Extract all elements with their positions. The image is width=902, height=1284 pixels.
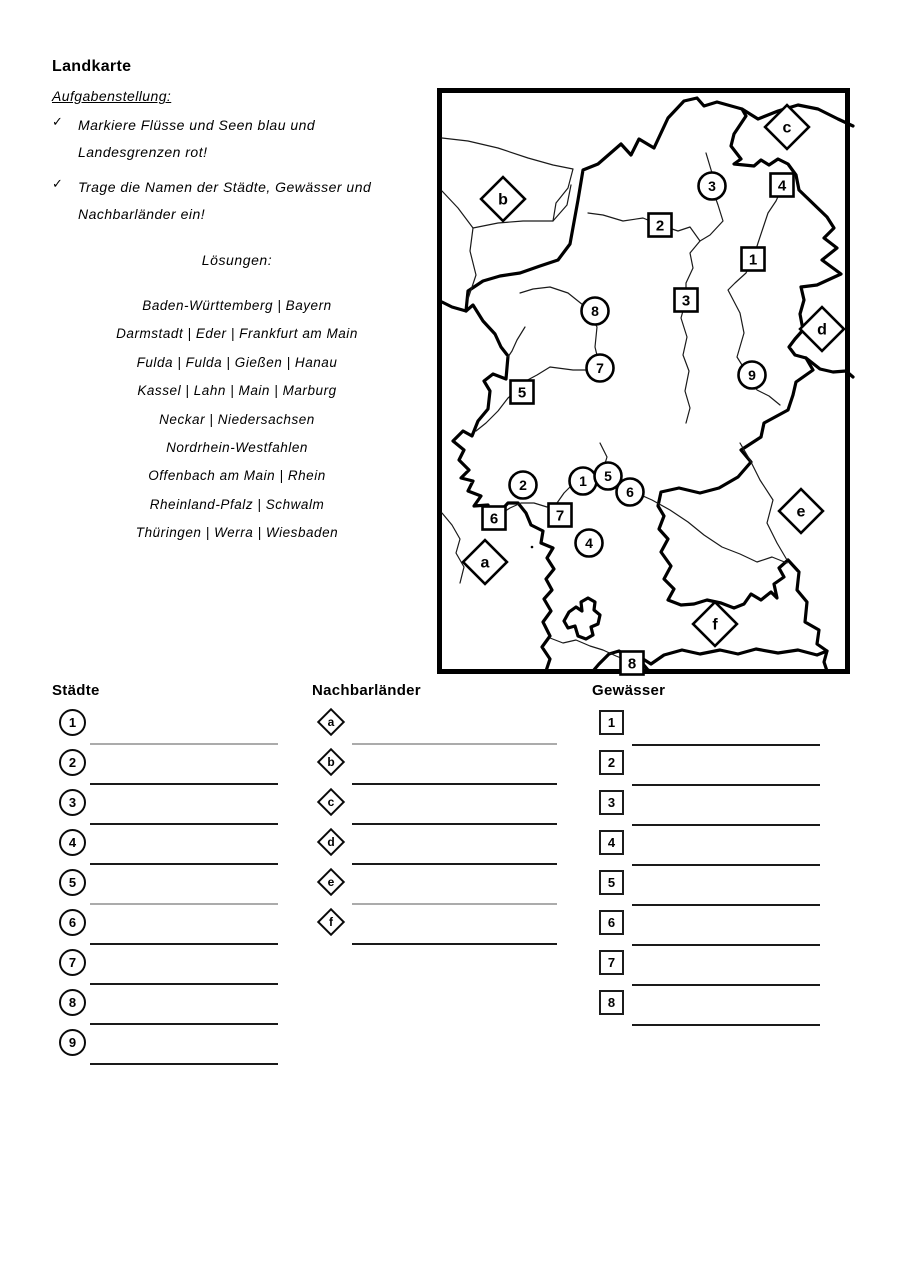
- svg-text:5: 5: [604, 467, 612, 484]
- map-neighbor-marker-d: [800, 307, 844, 351]
- answer-line-city-6[interactable]: [90, 943, 278, 945]
- map-city-marker-2: [510, 472, 537, 499]
- svg-text:6: 6: [626, 483, 634, 500]
- tasks-heading: Aufgabenstellung:: [52, 88, 172, 104]
- neighbor-marker-c: c: [317, 788, 345, 816]
- answer-line-city-9[interactable]: [90, 1063, 278, 1065]
- answer-line-city-1[interactable]: [90, 743, 278, 745]
- city-marker-4: 4: [59, 829, 86, 856]
- water-marker-2: 2: [599, 750, 624, 775]
- solution-line: Rheinland-Pfalz | Schwalm: [149, 496, 325, 512]
- svg-text:1: 1: [748, 251, 758, 269]
- map-city-marker-8: [582, 298, 609, 325]
- task-item: [52, 112, 412, 166]
- city-marker-5: 5: [59, 869, 86, 896]
- map-city-markers: [510, 173, 766, 557]
- svg-text:b: b: [498, 191, 508, 209]
- map-water-marker-6: [483, 507, 506, 530]
- answer-line-water-2[interactable]: [632, 784, 820, 786]
- city-marker-1: 1: [59, 709, 86, 736]
- solution-line: Nordrhein-Westfahlen: [166, 440, 308, 456]
- neighbor-marker-f: f: [317, 908, 345, 936]
- task-item: [52, 174, 412, 228]
- solution-line: Offenbach am Main | Rhein: [148, 468, 326, 484]
- river-lines: [442, 138, 787, 660]
- svg-text:8: 8: [627, 655, 637, 673]
- solution-line: Neckar | Niedersachsen: [159, 411, 315, 427]
- city-marker-7: 7: [59, 949, 86, 976]
- task-text: Trage die Namen der Städte, Gewässer und Nachbarländer ein!: [78, 179, 372, 222]
- svg-text:c: c: [782, 119, 792, 137]
- city-marker-8: 8: [59, 989, 86, 1016]
- solution-line: Thüringen | Werra | Wiesbaden: [135, 525, 339, 541]
- svg-text:f: f: [712, 616, 718, 634]
- map-water-marker-7: [549, 504, 572, 527]
- checkmark-icon: ✓: [52, 114, 63, 129]
- water-marker-1: 1: [599, 710, 624, 735]
- svg-text:3: 3: [708, 177, 716, 194]
- small-dot: [531, 546, 534, 549]
- answer-line-neighbor-a[interactable]: [352, 743, 557, 745]
- svg-text:4: 4: [585, 534, 593, 551]
- map-city-marker-6: [617, 479, 644, 506]
- map-city-marker-3: [699, 173, 726, 200]
- svg-text:4: 4: [777, 177, 787, 195]
- page-title: Landkarte: [52, 58, 132, 75]
- neighbor-marker-d: d: [317, 828, 345, 856]
- answer-line-water-6[interactable]: [632, 944, 820, 946]
- answer-line-city-8[interactable]: [90, 1023, 278, 1025]
- staedte-heading: Städte: [52, 682, 100, 699]
- map-city-marker-1: [570, 468, 597, 495]
- answer-line-neighbor-d[interactable]: [352, 863, 557, 865]
- staedte-column: [45, 680, 295, 1100]
- svg-text:2: 2: [519, 476, 527, 493]
- answer-line-water-7[interactable]: [632, 984, 820, 986]
- solution-line: Fulda | Fulda | Gießen | Hanau: [136, 354, 338, 370]
- answer-line-city-2[interactable]: [90, 783, 278, 785]
- answer-line-water-5[interactable]: [632, 904, 820, 906]
- map-neighbor-marker-b: [481, 177, 525, 221]
- answer-line-city-7[interactable]: [90, 983, 278, 985]
- solutions-heading: Lösungen:: [201, 252, 273, 268]
- answer-line-water-8[interactable]: [632, 1024, 820, 1026]
- map-water-marker-3: [675, 289, 698, 312]
- answer-line-city-3[interactable]: [90, 823, 278, 825]
- map-of-hessen: [437, 88, 850, 674]
- neighbor-marker-a: a: [317, 708, 345, 736]
- answer-line-neighbor-b[interactable]: [352, 783, 557, 785]
- answer-line-city-4[interactable]: [90, 863, 278, 865]
- solutions-block: [52, 252, 422, 548]
- neighbor-marker-b: b: [317, 748, 345, 776]
- map-water-marker-1: [742, 248, 765, 271]
- neighbor-marker-e: e: [317, 868, 345, 896]
- water-marker-3: 3: [599, 790, 624, 815]
- answer-line-water-3[interactable]: [632, 824, 820, 826]
- gewaesser-column: [585, 680, 855, 1040]
- map-water-marker-2: [649, 214, 672, 237]
- svg-text:7: 7: [596, 359, 604, 376]
- map-city-marker-4: [576, 530, 603, 557]
- water-marker-4: 4: [599, 830, 624, 855]
- svg-text:1: 1: [579, 472, 587, 489]
- solution-line: Darmstadt | Eder | Frankfurt am Main: [116, 326, 358, 342]
- water-marker-5: 5: [599, 870, 624, 895]
- water-marker-6: 6: [599, 910, 624, 935]
- svg-text:9: 9: [748, 366, 756, 383]
- map-neighbor-marker-f: [693, 602, 737, 646]
- nachbarlaender-heading: Nachbarländer: [312, 682, 421, 699]
- map-water-marker-8: [621, 652, 644, 675]
- city-marker-9: 9: [59, 1029, 86, 1056]
- svg-text:3: 3: [681, 292, 691, 310]
- svg-text:8: 8: [591, 302, 599, 319]
- task-list: [52, 112, 412, 236]
- checkmark-icon: ✓: [52, 176, 63, 191]
- task-text: Markiere Flüsse und Seen blau und Landesgrenzen rot!: [78, 117, 316, 160]
- city-marker-6: 6: [59, 909, 86, 936]
- map-city-marker-9: [739, 362, 766, 389]
- answer-line-water-4[interactable]: [632, 864, 820, 866]
- map-neighbor-marker-c: [765, 105, 809, 149]
- city-marker-3: 3: [59, 789, 86, 816]
- svg-text:e: e: [796, 503, 806, 521]
- solution-line: Kassel | Lahn | Main | Marburg: [137, 383, 337, 399]
- answer-line-neighbor-f[interactable]: [352, 943, 557, 945]
- answer-line-city-5[interactable]: [90, 903, 278, 905]
- svg-text:6: 6: [489, 510, 499, 528]
- solution-line: Baden-Württemberg | Bayern: [142, 298, 332, 313]
- city-marker-2: 2: [59, 749, 86, 776]
- svg-text:2: 2: [655, 217, 665, 235]
- svg-text:7: 7: [555, 507, 565, 525]
- svg-text:d: d: [817, 321, 827, 339]
- svg-text:5: 5: [517, 384, 527, 402]
- map-water-marker-5: [511, 381, 534, 404]
- answer-line-water-1[interactable]: [632, 744, 820, 746]
- map-water-marker-4: [771, 174, 794, 197]
- nachbarlaender-column: [305, 680, 575, 970]
- map-neighbor-marker-a: [463, 540, 507, 584]
- answer-line-neighbor-c[interactable]: [352, 823, 557, 825]
- answer-line-neighbor-e[interactable]: [352, 903, 557, 905]
- water-marker-7: 7: [599, 950, 624, 975]
- map-neighbor-marker-e: [779, 489, 823, 533]
- svg-text:a: a: [480, 554, 490, 572]
- water-marker-8: 8: [599, 990, 624, 1015]
- map-city-marker-7: [587, 355, 614, 382]
- gewaesser-heading: Gewässer: [592, 682, 666, 699]
